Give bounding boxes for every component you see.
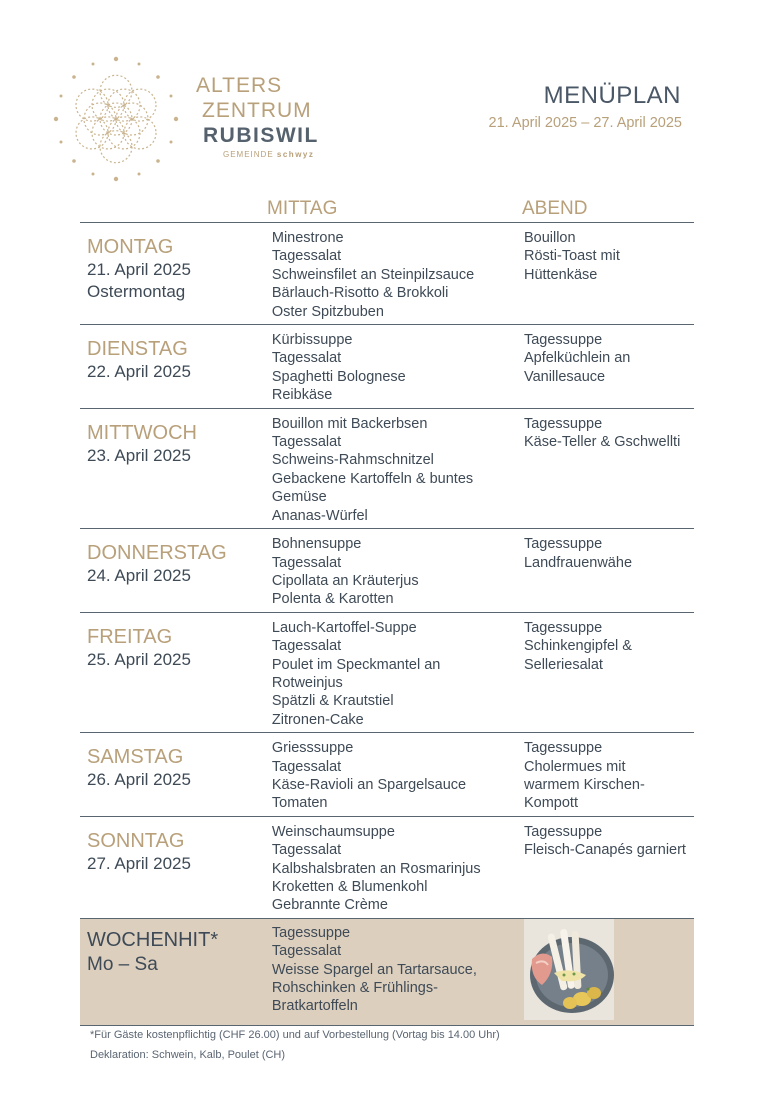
dish: Reibkäse: [271, 387, 333, 404]
dish: Oster Spitzbuben: [271, 303, 384, 320]
mittag-cell: [272, 535, 524, 609]
flower-of-life-logo-icon: [50, 53, 182, 185]
dish: Tagessalat: [271, 638, 342, 655]
dish: Tagessuppe: [271, 924, 351, 941]
mittag-cell: [272, 229, 524, 321]
logo-line-alters: ALTERS: [196, 74, 283, 97]
menu-row-mittwoch: [80, 409, 694, 529]
menu-row-donnerstag: [80, 529, 694, 613]
dish: warmem Kirschen-: [523, 776, 645, 793]
dish: Weisse Spargel an Tartarsauce,: [271, 961, 477, 978]
dish: Cipollata an Kräuterjus: [271, 572, 419, 589]
column-header-abend: ABEND: [522, 198, 588, 219]
day-date: 26. April 2025: [87, 770, 191, 790]
dish: Tagessalat: [271, 842, 342, 859]
dish: Gemüse: [271, 489, 327, 506]
dish: Hüttenkäse: [523, 266, 598, 283]
menu-row-dienstag: [80, 325, 694, 409]
day-cell: [80, 739, 272, 813]
dish: Bouillon: [523, 230, 576, 246]
abend-cell: [524, 415, 694, 525]
dish: Bouillon mit Backerbsen: [271, 415, 428, 432]
day-name: SONNTAG: [87, 829, 185, 852]
dish: Tagessalat: [271, 554, 342, 571]
dish: Spätzli & Krautstiel: [271, 693, 394, 710]
dish: Kompott: [523, 795, 578, 812]
day-date: 27. April 2025: [87, 853, 191, 873]
asparagus-dish-photo-icon: [524, 919, 614, 1020]
abend-cell: [524, 229, 694, 321]
column-header-mittag: MITTAG: [267, 198, 338, 219]
dish: Cholermues mit: [523, 758, 626, 775]
dish: Rösti-Toast mit: [523, 248, 620, 265]
day-name: DIENSTAG: [87, 338, 188, 361]
dish: Minestrone: [271, 230, 344, 246]
dish: Schweins-Rahmschnitzel: [271, 452, 434, 469]
date-range: 21. April 2025 – 27. April 2025: [488, 115, 682, 131]
dish: Bohnensuppe: [271, 536, 362, 553]
mittag-cell: [272, 619, 524, 729]
menu-row-sonntag: [80, 817, 694, 919]
day-name: SAMSTAG: [87, 746, 184, 769]
dish: Tagessuppe: [523, 415, 603, 432]
dish: Polenta & Karotten: [271, 591, 394, 608]
dish: Schinkengipfel &: [523, 638, 632, 655]
mittag-cell: [272, 415, 524, 525]
dish: Tagessalat: [271, 434, 342, 451]
day-cell: [80, 619, 272, 729]
day-date: 23. April 2025: [87, 445, 191, 465]
dish: Spaghetti Bolognese: [271, 368, 406, 385]
photo-cell: [524, 924, 694, 1023]
day-cell: [80, 535, 272, 609]
dish: Kürbissuppe: [271, 332, 353, 349]
day-date: 22. April 2025: [87, 362, 191, 382]
wochenhit-days: Mo – Sa: [87, 953, 158, 975]
menu-row-wochenhit: [80, 919, 694, 1026]
dish: Bratkartoffeln: [271, 998, 358, 1015]
abend-cell: [524, 535, 694, 609]
dish: Zitronen-Cake: [271, 711, 364, 728]
dish: Käse-Teller & Gschwellti: [523, 434, 681, 451]
menu-row-samstag: [80, 733, 694, 817]
menu-table: [80, 222, 694, 1026]
day-cell: [80, 924, 272, 1023]
dish: Vanillesauce: [523, 368, 606, 385]
mittag-cell: [272, 739, 524, 813]
day-holiday: Ostermontag: [87, 282, 186, 301]
logo-gemeinde-name: schwyz: [276, 150, 315, 159]
menu-row-montag: [80, 223, 694, 325]
dish: Lauch-Kartoffel-Suppe: [271, 619, 417, 636]
dish: Tomaten: [271, 795, 328, 812]
dish: Fleisch-Canapés garniert: [523, 842, 686, 859]
dish: Poulet im Speckmantel an: [271, 656, 441, 673]
abend-cell: [524, 823, 694, 915]
abend-cell: [524, 331, 694, 405]
dish: Schweinsfilet an Steinpilzsauce: [271, 266, 475, 283]
dish: Tagessalat: [271, 248, 342, 265]
dish: Tagessuppe: [523, 619, 603, 636]
page-title: MENÜPLAN: [543, 82, 681, 109]
dish: Kroketten & Blumenkohl: [271, 879, 428, 895]
footnote-price: *Für Gäste kostenpflichtig (CHF 26.00) und auf Vorbestellung (Vortag bis 14.00 Uhr): [90, 1029, 500, 1041]
day-name: DONNERSTAG: [87, 542, 227, 565]
dish: Tagessalat: [271, 350, 342, 367]
dish: Weinschaumsuppe: [271, 823, 395, 840]
dish: Tagessuppe: [523, 823, 603, 840]
day-date: 24. April 2025: [87, 566, 191, 586]
dish: Apfelküchlein an: [523, 350, 631, 367]
dish: Tagessalat: [271, 758, 342, 775]
day-name: MONTAG: [87, 236, 174, 258]
dish: Kalbshalsbraten an Rosmarinjus: [271, 860, 481, 877]
dish: Bärlauch-Risotto & Brokkoli: [271, 285, 449, 302]
dish: Landfrauenwähe: [523, 554, 633, 571]
day-cell: [80, 229, 272, 321]
mittag-cell: [272, 924, 524, 1023]
dish: Gebrannte Crème: [271, 897, 388, 914]
logo-line-gemeinde: [196, 150, 356, 159]
dish: Tagessalat: [271, 943, 342, 960]
dish: Tagessuppe: [523, 740, 603, 757]
wochenhit-title: WOCHENHIT*: [87, 928, 219, 951]
footnote-declaration: Deklaration: Schwein, Kalb, Poulet (CH): [90, 1049, 286, 1061]
mittag-cell: [272, 823, 524, 915]
day-cell: [80, 415, 272, 525]
dish: Selleriesalat: [523, 656, 603, 673]
logo-line-rubiswil: RUBISWIL: [203, 124, 319, 147]
day-name: FREITAG: [87, 625, 173, 648]
dish: Rohschinken & Frühlings-: [271, 980, 438, 997]
logo-wordmark: [196, 73, 356, 159]
dish: Ananas-Würfel: [271, 507, 368, 524]
dish: Tagessuppe: [523, 332, 603, 349]
menu-row-freitag: [80, 613, 694, 733]
dish: Rotweinjus: [271, 674, 343, 691]
logo-line-zentrum: ZENTRUM: [202, 99, 312, 122]
abend-cell: [524, 619, 694, 729]
mittag-cell: [272, 331, 524, 405]
abend-cell: [524, 739, 694, 813]
day-cell: [80, 331, 272, 405]
dish: Gebackene Kartoffeln & buntes: [271, 470, 474, 487]
logo-gemeinde-prefix: GEMEINDE: [223, 150, 274, 159]
day-date: 25. April 2025: [87, 649, 191, 669]
day-cell: [80, 823, 272, 915]
day-date: 21. April 2025: [87, 260, 191, 279]
dish: Tagessuppe: [523, 536, 603, 553]
dish: Griesssuppe: [271, 740, 354, 757]
day-name: MITTWOCH: [87, 421, 197, 444]
dish: Käse-Ravioli an Spargelsauce: [271, 776, 467, 793]
